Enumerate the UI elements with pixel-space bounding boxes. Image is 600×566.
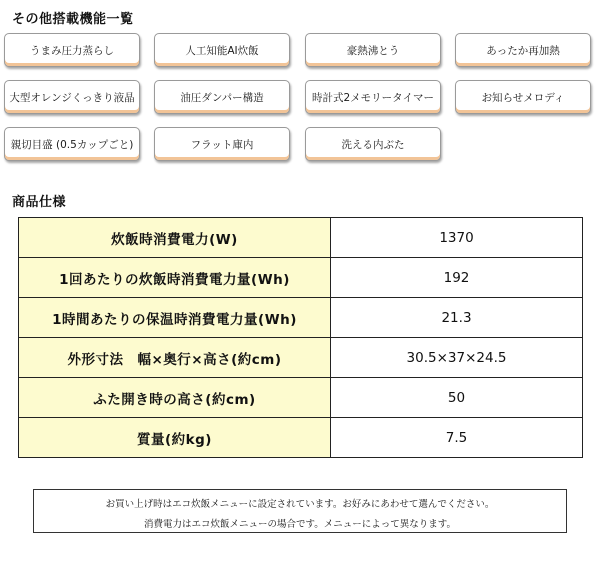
spec-value: 30.5×37×24.5 <box>331 338 583 378</box>
features-heading: その他搭載機能一覧 <box>12 12 134 27</box>
feature-button-clock-timer[interactable]: 時計式2メモリータイマー <box>305 80 441 114</box>
note-line-power-consumption: 消費電力はエコ炊飯メニューの場合です。メニューによって異なります。 <box>144 519 456 530</box>
feature-button-flat-konai[interactable]: フラット庫内 <box>154 127 290 161</box>
notes-box <box>33 489 567 533</box>
feature-button-gounetsu-futtou[interactable]: 豪熱沸とう <box>305 33 441 67</box>
table-row <box>19 298 583 338</box>
feature-button-melody[interactable]: お知らせメロディ <box>455 80 591 114</box>
spec-value: 192 <box>331 258 583 298</box>
feature-button-attaka-saikanetsu[interactable]: あったか再加熱 <box>455 33 591 67</box>
spec-label: 外形寸法 幅×奥行×高さ(約cm) <box>19 338 331 378</box>
feature-button-umami-atsuryoku[interactable]: うまみ圧力蒸らし <box>4 33 140 67</box>
spec-label: ふた開き時の高さ(約cm) <box>19 378 331 418</box>
spec-value: 21.3 <box>331 298 583 338</box>
table-row <box>19 258 583 298</box>
feature-button-shinsetsu-memori[interactable]: 親切目盛 (0.5カップごと) <box>4 127 140 161</box>
table-row <box>19 378 583 418</box>
feature-button-orange-lcd[interactable]: 大型オレンジくっきり液晶 <box>4 80 140 114</box>
table-row <box>19 218 583 258</box>
spec-label: 炊飯時消費電力(W) <box>19 218 331 258</box>
feature-button-washable-lid[interactable]: 洗える内ぶた <box>305 127 441 161</box>
note-line-default-menu: お買い上げ時はエコ炊飯メニューに設定されています。お好みにあわせて選んでください。 <box>105 499 495 510</box>
feature-button-ai-suihan[interactable]: 人工知能AI炊飯 <box>154 33 290 67</box>
spec-label: 質量(約kg) <box>19 418 331 458</box>
feature-button-yuatsu-damper[interactable]: 油圧ダンパー構造 <box>154 80 290 114</box>
specs-table <box>18 217 583 458</box>
table-row <box>19 418 583 458</box>
spec-value: 7.5 <box>331 418 583 458</box>
spec-label: 1回あたりの炊飯時消費電力量(Wh) <box>19 258 331 298</box>
spec-value: 1370 <box>331 218 583 258</box>
table-row <box>19 338 583 378</box>
spec-label: 1時間あたりの保温時消費電力量(Wh) <box>19 298 331 338</box>
specs-heading: 商品仕様 <box>12 195 67 210</box>
spec-value: 50 <box>331 378 583 418</box>
